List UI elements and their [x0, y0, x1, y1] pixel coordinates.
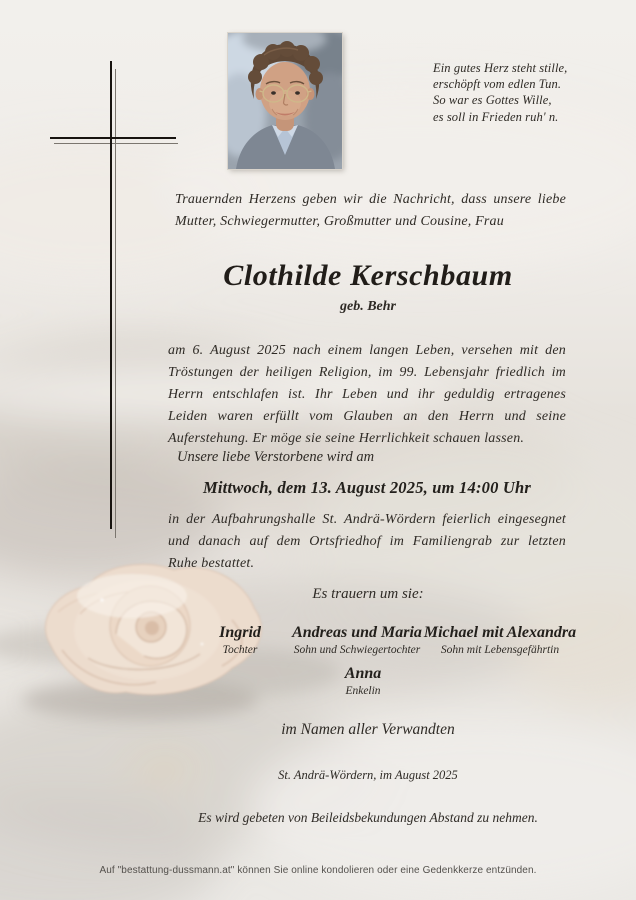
mourner — [277, 623, 437, 657]
verse-line: erschöpft vom edlen Tun. — [433, 77, 562, 92]
service-details-line: in der Aufbahrungshalle St. Andrä-Wördern feierlich eingesegnet — [168, 512, 566, 527]
service-intro: Unsere liebe Verstorbene wird am — [177, 449, 375, 465]
service-details-line: und danach auf dem Ortsfriedhof im Familiengrab zur letzten — [168, 534, 566, 549]
mourner — [283, 664, 443, 698]
service-details — [168, 509, 566, 575]
intro-line: Mutter, Schwiegermutter, Großmutter und Cousine, Frau — [175, 214, 504, 229]
maiden-name: geb. Behr — [340, 299, 396, 314]
cross-horizontal-shadow — [54, 143, 178, 144]
mourners-heading: Es trauern um sie: — [312, 586, 424, 602]
mourner — [415, 623, 585, 657]
cross-vertical-shadow — [115, 69, 116, 538]
verse-line: So war es Gottes Wille, — [433, 93, 552, 108]
mourner-name: Andreas und Maria — [292, 624, 422, 641]
announcement-intro — [175, 189, 566, 233]
verse-line: Ein gutes Herz steht stille, — [433, 61, 568, 75]
obituary-line: am 6. August 2025 nach einem langen Leben, versehen mit den — [168, 343, 566, 358]
cross-vertical-bar — [110, 61, 112, 529]
closing-line: im Namen aller Verwandten — [281, 721, 455, 738]
obituary-text — [168, 340, 566, 450]
service-details-line: Ruhe bestattet. — [168, 556, 255, 571]
mourner-relation: Tochter — [222, 644, 258, 656]
obituary-line: Herrn entschlafen ist. Ihr Leben und ihr geduldig ertragenes — [168, 387, 566, 402]
obituary-line: Auferstehung. Er möge sie seine Herrlichkeit schauen lassen. — [168, 431, 525, 446]
mourner-relation: Sohn mit Lebensgefährtin — [440, 644, 560, 656]
mourner-name: Ingrid — [219, 624, 261, 641]
portrait-photo — [228, 33, 342, 169]
footer-note: Auf "bestattung-dussmann.at" können Sie online kondolieren oder eine Gedenkkerze entzünden. — [99, 865, 537, 876]
mourner-name: Michael mit Alexandra — [423, 624, 577, 641]
condolence-note: Es wird gebeten von Beileidsbekundungen Abstand zu nehmen. — [198, 810, 538, 825]
mourner-relation: Sohn und Schwiegertochter — [293, 644, 421, 656]
deceased-name: Clothilde Kerschbaum — [223, 259, 513, 292]
intro-line: Trauernden Herzens geben wir die Nachricht, dass unsere liebe — [175, 192, 566, 207]
mourner-name: Anna — [344, 665, 382, 682]
place-date: St. Andrä-Wördern, im August 2025 — [278, 768, 458, 782]
obituary-line: Tröstungen der heiligen Religion, im 99. Lebensjahr friedlich im — [168, 365, 566, 380]
obituary-line: Leiden waren erfüllt vom Glauben an den Herrn und seine — [168, 409, 566, 424]
service-datetime: Mittwoch, dem 13. August 2025, um 14:00 Uhr — [203, 478, 531, 497]
verse-line: es soll in Frieden ruh' n. — [433, 109, 559, 124]
memorial-verse — [433, 60, 623, 125]
mourner-relation: Enkelin — [345, 685, 381, 697]
cross-horizontal-bar — [50, 137, 176, 139]
